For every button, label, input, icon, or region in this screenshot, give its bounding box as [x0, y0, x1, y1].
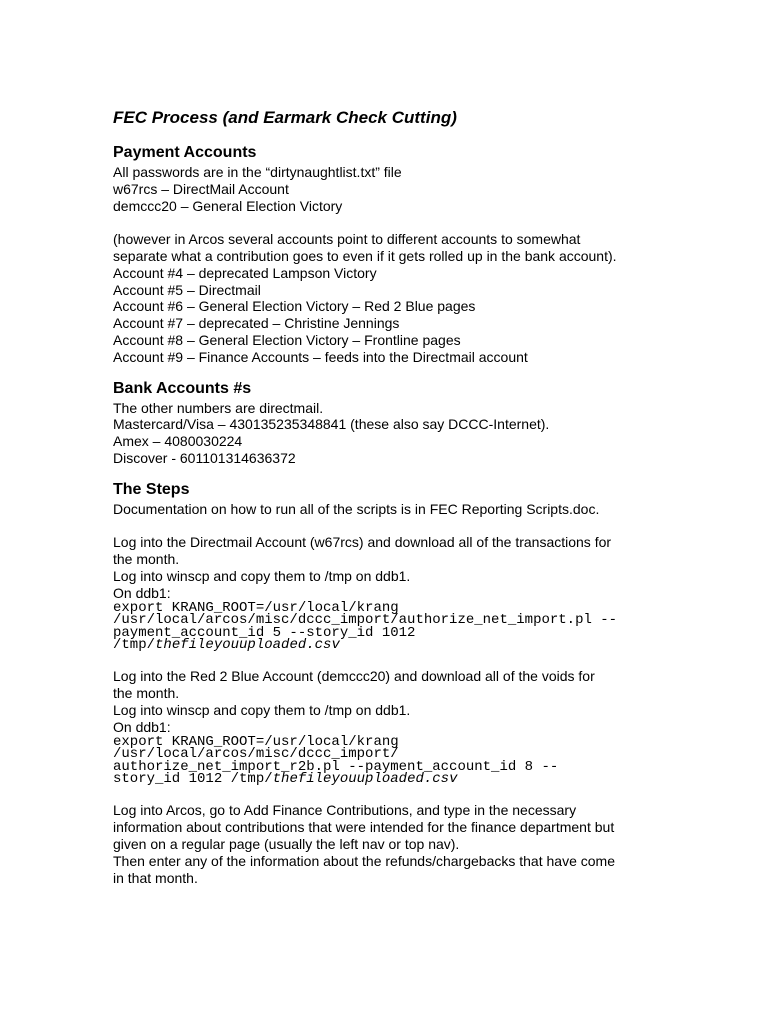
bank-note-line: The other numbers are directmail.	[113, 399, 324, 416]
account-9-line: Account #9 – Finance Accounts – feeds into the Directmail account	[113, 348, 528, 365]
general-election-account-line: demccc20 – General Election Victory	[113, 197, 343, 214]
directmail-account-line: w67rcs – DirectMail Account	[113, 180, 289, 197]
passwords-line: All passwords are in the “dirtynaughtlist.txt” file	[113, 164, 402, 180]
steps-section	[113, 479, 673, 887]
steps-heading: The Steps	[113, 480, 190, 498]
payment-accounts-heading: Payment Accounts	[113, 144, 257, 161]
step1-code-1: export KRANG_ROOT=/usr/local/krang	[113, 599, 399, 616]
account-4-line: Account #4 – deprecated Lampson Victory	[113, 264, 377, 281]
mastercard-visa-line: Mastercard/Visa – 430135235348841 (these also say DCCC-Internet).	[113, 416, 550, 433]
discover-line: Discover - 601101314636372	[113, 449, 296, 466]
step3-line-5: in that month.	[113, 869, 198, 886]
step2-code-1: export KRANG_ROOT=/usr/local/krang	[113, 733, 399, 750]
documentation-line: Documentation on how to run all of the scripts is in FEC Reporting Scripts.doc.	[113, 500, 600, 517]
bank-accounts-section	[113, 378, 673, 467]
step1-line-1: Log into the Directmail Account (w67rcs) and download all of the transactions for	[113, 534, 612, 551]
step2-code-2: /usr/local/arcos/misc/dccc_import/	[113, 746, 399, 763]
step1-line-3: Log into winscp and copy them to /tmp on ddb1.	[113, 567, 411, 584]
step2-line-4: On ddb1:	[113, 718, 171, 735]
step2-line-1: Log into the Red 2 Blue Account (demccc20) and download all of the voids for	[113, 668, 595, 685]
step2-code-4-prefix: story_id 1012 /tmp/	[113, 771, 273, 788]
step1-code-4-file: thefileyouuploaded.csv	[155, 637, 340, 654]
arcos-note-line-2: separate what a contribution goes to even if it gets rolled up in the bank account).	[113, 247, 617, 264]
document-page	[113, 106, 673, 886]
step3-line-1: Log into Arcos, go to Add Finance Contributions, and type in the necessary	[113, 802, 577, 819]
step1-code-3: payment_account_id 5 --story_id 1012	[113, 624, 416, 641]
step-arcos	[113, 802, 673, 886]
account-5-line: Account #5 – Directmail	[113, 281, 261, 298]
step-red2blue	[113, 668, 673, 788]
step1-line-2: the month.	[113, 551, 180, 568]
step3-line-3: given on a regular page (usually the left nav or top nav).	[113, 835, 460, 852]
document-title: FEC Process (and Earmark Check Cutting)	[113, 108, 457, 127]
step1-code-2: /usr/local/arcos/misc/dccc_import/authorize_net_import.pl --	[113, 612, 618, 629]
step1-code-4	[113, 639, 673, 652]
bank-accounts-heading: Bank Accounts #s	[113, 379, 252, 397]
step2-line-2: the month.	[113, 685, 180, 702]
account-7-line: Account #7 – deprecated – Christine Jennings	[113, 315, 400, 332]
arcos-note-line-1: (however in Arcos several accounts point to different accounts to somewhat	[113, 231, 581, 248]
account-8-line: Account #8 – General Election Victory – Frontline pages	[113, 331, 461, 348]
payment-accounts-section	[113, 142, 673, 366]
step3-line-4: Then enter any of the information about the refunds/chargebacks that have come	[113, 852, 615, 869]
step2-code-4-file: thefileyouuploaded.csv	[272, 771, 458, 788]
step2-code-4	[113, 773, 673, 786]
amex-line: Amex – 4080030224	[113, 433, 243, 450]
step2-code-3: authorize_net_import_r2b.pl --payment_account_id 8 --	[113, 758, 559, 775]
step1-code-4-prefix: /tmp/	[113, 637, 156, 654]
step-directmail	[113, 534, 673, 654]
step2-line-3: Log into winscp and copy them to /tmp on ddb1.	[113, 701, 411, 718]
step3-line-2: information about contributions that were intended for the finance department but	[113, 819, 615, 836]
step1-line-4: On ddb1:	[113, 584, 171, 601]
account-6-line: Account #6 – General Election Victory – Red 2 Blue pages	[113, 298, 476, 315]
